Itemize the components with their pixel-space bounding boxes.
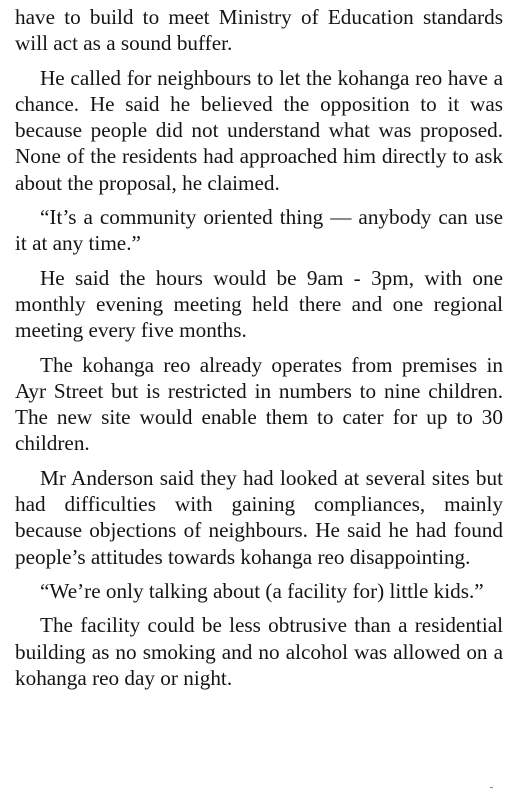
paragraph-continued: have to build to meet Ministry of Education standards will act as a sound buffer.	[15, 5, 503, 56]
paragraph: Mr Anderson said they had looked at several sites but had difficulties with gaining compliances, mainly because objections of neighbours. He said he had found people’s attitudes towards kohanga reo disappointing.	[15, 465, 503, 569]
paragraph: The facility could be less obtrusive than a residential building as no smoking and no alcohol was allowed on a kohanga reo day or night.	[15, 613, 503, 690]
paragraph: The kohanga reo already operates from premises in Ayr Street but is restricted in numbers to nine children. The new site would enable them to cater for up to 30 children.	[15, 352, 503, 456]
scan-speck	[490, 787, 493, 788]
quote-paragraph: “It’s a community oriented thing — anybody can use it at any time.”	[15, 205, 503, 256]
quote-paragraph: “We’re only talking about (a facility for) little kids.”	[40, 578, 484, 603]
paragraph: He said the hours would be 9am - 3pm, with one monthly evening meeting held there and one regional meeting every five months.	[15, 265, 503, 343]
paragraph: He called for neighbours to let the kohanga reo have a chance. He said he believed the opposition to it was because people did not understand what was proposed. None of the residents had approached him directly to ask about the proposal, he claimed.	[15, 65, 503, 195]
article-column	[15, 4, 503, 699]
